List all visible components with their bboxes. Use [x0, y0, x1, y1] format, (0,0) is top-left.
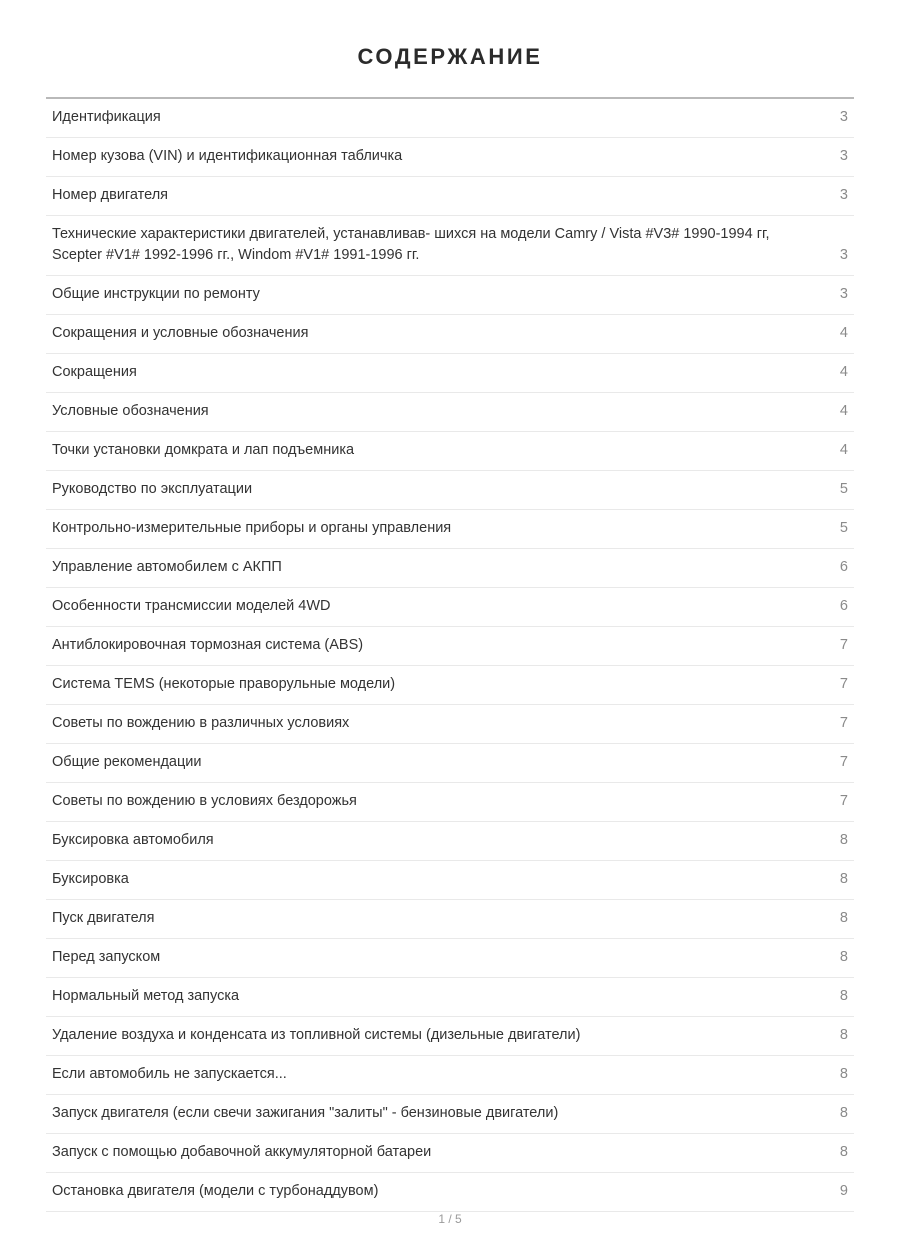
toc-entry[interactable] [46, 1134, 854, 1173]
toc-entry-label: Запуск с помощью добавочной аккумуляторной батареи [52, 1144, 432, 1160]
toc-entry-label: Советы по вождению в условиях бездорожья [52, 793, 357, 809]
toc-entry-page-number: 8 [839, 1027, 848, 1043]
toc-entry-page-number: 6 [839, 598, 848, 614]
toc-entry[interactable] [46, 666, 854, 705]
toc-entry[interactable] [46, 138, 854, 177]
toc-entry[interactable] [46, 354, 854, 393]
toc-entry-page-number: 7 [839, 676, 848, 692]
toc-entry-label: Буксировка [52, 871, 129, 887]
toc-entry[interactable] [46, 276, 854, 315]
toc-entry-page-number: 9 [839, 1183, 848, 1199]
page-title: СОДЕРЖАНИЕ [357, 44, 543, 69]
toc-entry[interactable] [46, 393, 854, 432]
toc-entry-label: Идентификация [52, 109, 161, 125]
toc-entry[interactable] [46, 783, 854, 822]
page-footer: 1 / 5 [438, 1212, 462, 1226]
table-of-contents [46, 71, 854, 1212]
toc-entry[interactable] [46, 99, 854, 138]
toc-entry-page-number: 8 [839, 988, 848, 1004]
toc-entry[interactable] [46, 705, 854, 744]
toc-entry[interactable] [46, 627, 854, 666]
toc-entry-label: Номер кузова (VIN) и идентификационная табличка [52, 148, 403, 164]
toc-entry-label: Особенности трансмиссии моделей 4WD [52, 598, 331, 614]
toc-entry-label: Нормальный метод запуска [52, 988, 240, 1004]
toc-entry-label: Остановка двигателя (модели с турбонаддувом) [52, 1183, 379, 1199]
toc-entry-label: Пуск двигателя [52, 910, 155, 926]
toc-entry[interactable] [46, 939, 854, 978]
toc-entry-page-number: 7 [839, 637, 848, 653]
toc-entry-label: Контрольно-измерительные приборы и органы управления [52, 520, 452, 536]
toc-entry-label: Система TEMS (некоторые праворульные модели) [52, 676, 396, 692]
toc-entry-page-number: 4 [839, 364, 848, 380]
toc-entry-page-number: 7 [839, 715, 848, 731]
toc-entry-page-number: 8 [839, 949, 848, 965]
toc-entry-label: Запуск двигателя (если свечи зажигания "залиты" - бензиновые двигатели) [52, 1105, 559, 1121]
toc-entry-label: Технические характеристики двигателей, устанавливав- шихся на модели Camry / Vista #V3# 1990-1994 гг, Scepter #V1# 1992-1996 гг., Windom #V1# 1991-1996 гг. [52, 226, 770, 263]
toc-entry-page-number: 3 [839, 148, 848, 164]
toc-entry-label: Удаление воздуха и конденсата из топливной системы (дизельные двигатели) [52, 1027, 581, 1043]
toc-list [46, 99, 854, 1212]
toc-entry-page-number: 7 [839, 793, 848, 809]
toc-entry-page-number: 8 [839, 910, 848, 926]
toc-entry[interactable] [46, 1173, 854, 1212]
toc-entry-page-number: 3 [839, 247, 848, 263]
toc-entry-label: Сокращения и условные обозначения [52, 325, 309, 341]
toc-entry[interactable] [46, 900, 854, 939]
toc-entry[interactable] [46, 471, 854, 510]
toc-entry-page-number: 3 [839, 187, 848, 203]
toc-entry[interactable] [46, 432, 854, 471]
toc-entry[interactable] [46, 978, 854, 1017]
toc-entry-page-number: 8 [839, 1105, 848, 1121]
toc-entry-label: Общие инструкции по ремонту [52, 286, 260, 302]
toc-entry-page-number: 3 [839, 286, 848, 302]
toc-entry-page-number: 8 [839, 1144, 848, 1160]
toc-entry[interactable] [46, 549, 854, 588]
toc-entry-label: Точки установки домкрата и лап подъемника [52, 442, 355, 458]
toc-entry[interactable] [46, 1056, 854, 1095]
toc-entry-label: Управление автомобилем с АКПП [52, 559, 282, 575]
toc-entry-page-number: 3 [839, 109, 848, 125]
toc-entry-label: Советы по вождению в различных условиях [52, 715, 350, 731]
toc-entry[interactable] [46, 861, 854, 900]
toc-entry-page-number: 5 [839, 520, 848, 536]
toc-entry-label: Буксировка автомобиля [52, 832, 214, 848]
toc-entry[interactable] [46, 315, 854, 354]
toc-entry-label: Если автомобиль не запускается... [52, 1066, 287, 1082]
toc-entry-page-number: 5 [839, 481, 848, 497]
toc-entry[interactable] [46, 744, 854, 783]
toc-entry-label: Условные обозначения [52, 403, 209, 419]
toc-entry-page-number: 8 [839, 832, 848, 848]
toc-entry-label: Руководство по эксплуатации [52, 481, 253, 497]
toc-entry-page-number: 8 [839, 1066, 848, 1082]
toc-entry-label: Антиблокировочная тормозная система (ABS) [52, 637, 364, 653]
toc-entry-page-number: 8 [839, 871, 848, 887]
toc-entry-label: Общие рекомендации [52, 754, 202, 770]
toc-entry-page-number: 4 [839, 325, 848, 341]
toc-entry-label: Сокращения [52, 364, 137, 380]
toc-entry-label: Перед запуском [52, 949, 161, 965]
toc-entry[interactable] [46, 216, 854, 276]
toc-entry[interactable] [46, 1017, 854, 1056]
toc-entry[interactable] [46, 822, 854, 861]
toc-entry-page-number: 7 [839, 754, 848, 770]
toc-entry[interactable] [46, 177, 854, 216]
toc-entry-page-number: 4 [839, 442, 848, 458]
toc-entry-label: Номер двигателя [52, 187, 169, 203]
toc-entry-page-number: 6 [839, 559, 848, 575]
toc-entry[interactable] [46, 588, 854, 627]
toc-entry-page-number: 4 [839, 403, 848, 419]
toc-entry[interactable] [46, 510, 854, 549]
toc-entry[interactable] [46, 1095, 854, 1134]
